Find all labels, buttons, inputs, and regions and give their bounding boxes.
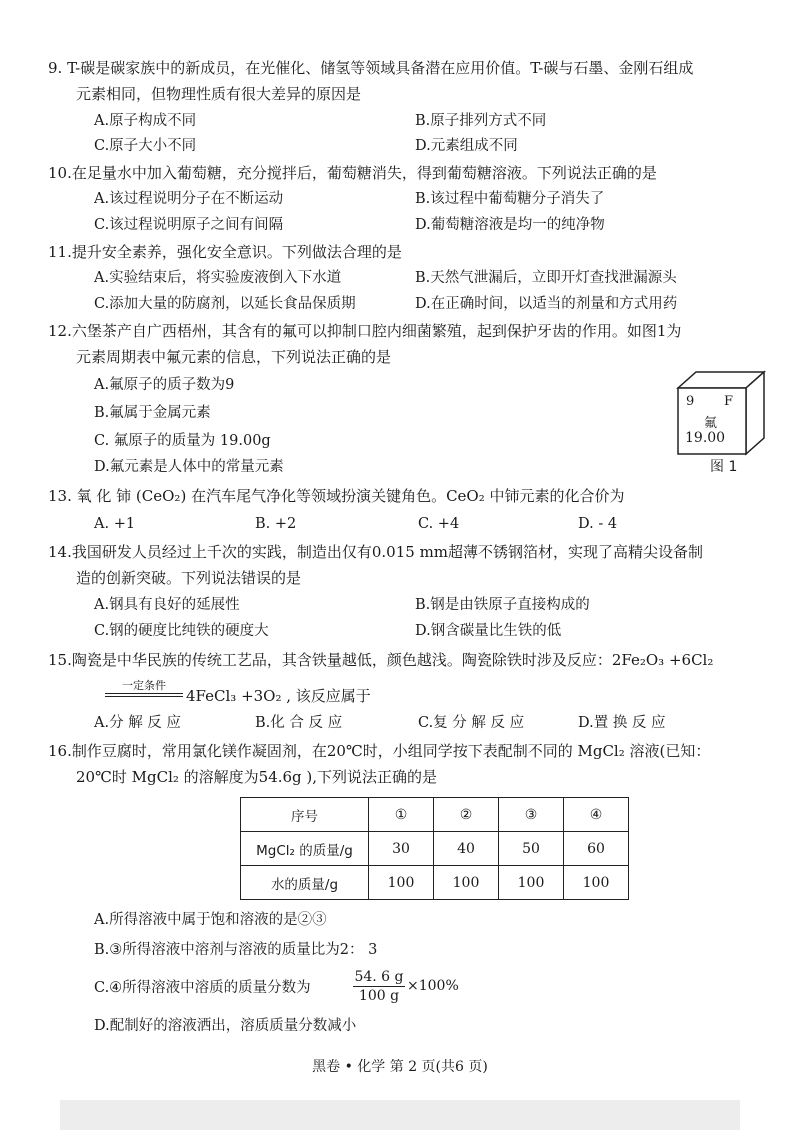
q11-option-d: D.在正确时间，以适当的剂量和方式用药: [415, 296, 678, 312]
q14-stem-line2: 造的创新突破。下列说法错误的是: [76, 569, 302, 587]
q16-option-a: A.所得溶液中属于饱和溶液的是②③: [94, 912, 327, 928]
q9-option-c: C.原子大小不同: [94, 138, 197, 154]
q9-stem-line1: 9. T-碳是碳家族中的新成员，在光催化、储氢等领域具备潜在应用价值。T-碳与石墨、金刚石组成: [48, 59, 694, 77]
q15-option-c: C.复 分 解 反 应: [418, 715, 525, 731]
q12-option-c: C. 氟原子的质量为 19.00g: [94, 433, 271, 449]
fluorine-element-card: [676, 370, 768, 470]
q15-stem-line2: 4FeCl₃ +3O₂ , 该反应属于: [186, 687, 371, 705]
q13-option-c: C. +4: [418, 516, 460, 532]
scan-shadow: [60, 1100, 740, 1130]
q10-option-c: C.该过程说明原子之间有间隔: [94, 217, 284, 233]
q11-option-a: A.实验结束后，将实验废液倒入下水道: [94, 270, 342, 286]
q15-option-d: D.置 换 反 应: [578, 715, 666, 731]
q13-stem: 13. 氧 化 铈 (CeO₂) 在汽车尾气净化等领域扮演关键角色。CeO₂ 中铈元素的化合价为: [48, 487, 625, 505]
q16-option-b: B.③所得溶液中溶剂与溶液的质量比为2： 3: [94, 942, 378, 958]
table-cell: 30: [369, 832, 434, 866]
q16-stem-line1: 16.制作豆腐时，常用氯化镁作凝固剂，在20℃时，小组同学按下表配制不同的 MgCl₂ 溶液(已知：: [48, 742, 711, 760]
table-row: [241, 832, 629, 866]
q14-option-a: A.钢具有良好的延展性: [94, 597, 240, 613]
equals-sign: [105, 693, 183, 697]
element-symbol: F: [724, 394, 734, 409]
q11-stem: 11.提升安全素养，强化安全意识。下列做法合理的是: [48, 243, 402, 261]
q12-option-d: D.氟元素是人体中的常量元素: [94, 459, 284, 475]
table-cell: 60: [564, 832, 629, 866]
table-header-cell: ④: [564, 798, 629, 832]
q13-option-a: A. +1: [94, 516, 136, 532]
q12-stem-line1: 12.六堡茶产自广西梧州，其含有的氟可以抑制口腔内细菌繁殖，起到保护牙齿的作用。如图1为: [48, 322, 682, 340]
q14-stem-line1: 14.我国研发人员经过上千次的实践，制造出仅有0.015 mm超薄不锈钢箔材，实现了高精尖设备制: [48, 543, 704, 561]
q16-stem-line2: 20℃时 MgCl₂ 的溶解度为54.6g ),下列说法正确的是: [76, 768, 438, 786]
q10-option-a: A.该过程说明分子在不断运动: [94, 191, 284, 207]
q16-option-c: C.④所得溶液中溶质的质量分数为: [94, 980, 311, 996]
q9-stem-line2: 元素相同，但物理性质有很大差异的原因是: [76, 85, 362, 103]
table-cell: 100: [499, 866, 564, 900]
table-cell: MgCl₂ 的质量/g: [241, 832, 369, 866]
q10-option-b: B.该过程中葡萄糖分子消失了: [415, 191, 605, 207]
table-cell: 100: [564, 866, 629, 900]
reaction-condition-arrow: [105, 680, 183, 697]
atomic-number: 9: [686, 394, 695, 409]
table-header-cell: ②: [434, 798, 499, 832]
table-cell: 40: [434, 832, 499, 866]
table-cell: 水的质量/g: [241, 866, 369, 900]
q9-option-a: A.原子构成不同: [94, 113, 197, 129]
table-header-row: [241, 798, 629, 832]
solution-table: [240, 797, 629, 900]
reaction-condition-text: 一定条件: [122, 679, 166, 692]
fraction-multiplier: ×100%: [407, 978, 459, 994]
table-cell: 100: [369, 866, 434, 900]
q9-option-d: D.元素组成不同: [415, 138, 518, 154]
q14-option-c: C.钢的硬度比纯铁的硬度大: [94, 623, 269, 639]
q13-option-d: D. - 4: [578, 516, 618, 532]
table-header-cell: ①: [369, 798, 434, 832]
atomic-mass: 19.00: [685, 430, 726, 446]
mass-fraction-formula: [353, 968, 405, 1005]
figure-label: 图 1: [710, 459, 738, 475]
q11-option-b: B.天然气泄漏后，立即开灯查找泄漏源头: [415, 270, 677, 286]
q11-option-c: C.添加大量的防腐剂，以延长食品保质期: [94, 296, 356, 312]
fraction-denominator: 100 g: [358, 988, 400, 1004]
table-row: [241, 866, 629, 900]
fraction-numerator: 54. 6 g: [354, 969, 404, 985]
q15-stem-line1: 15.陶瓷是中华民族的传统工艺品，其含铁量越低，颜色越浅。陶瓷除铁时涉及反应：2Fe₂O₃ +6Cl₂: [48, 651, 714, 669]
element-name: 氟: [704, 416, 718, 431]
q15-option-a: A.分 解 反 应: [94, 715, 181, 731]
element-card-frame: [676, 370, 768, 460]
table-cell: 50: [499, 832, 564, 866]
table-header-cell: 序号: [241, 798, 369, 832]
q10-option-d: D.葡萄糖溶液是均一的纯净物: [415, 217, 605, 233]
q12-option-b: B.氟属于金属元素: [94, 405, 211, 421]
q14-option-d: D.钢含碳量比生铁的低: [415, 623, 562, 639]
page-footer: 黑卷 • 化学 第 2 页(共6 页): [312, 1059, 488, 1075]
q10-stem: 10.在足量水中加入葡萄糖，充分搅拌后，葡萄糖消失，得到葡萄糖溶液。下列说法正确的是: [48, 164, 657, 182]
q12-option-a: A.氟原子的质子数为9: [94, 377, 235, 393]
q9-option-b: B.原子排列方式不同: [415, 113, 547, 129]
q12-stem-line2: 元素周期表中氟元素的信息，下列说法正确的是: [76, 348, 392, 366]
q13-option-b: B. +2: [255, 516, 297, 532]
table-header-cell: ③: [499, 798, 564, 832]
q14-option-b: B.钢是由铁原子直接构成的: [415, 597, 590, 613]
table-cell: 100: [434, 866, 499, 900]
q16-option-d: D.配制好的溶液洒出，溶质质量分数减小: [94, 1018, 357, 1034]
q15-option-b: B.化 合 反 应: [255, 715, 343, 731]
